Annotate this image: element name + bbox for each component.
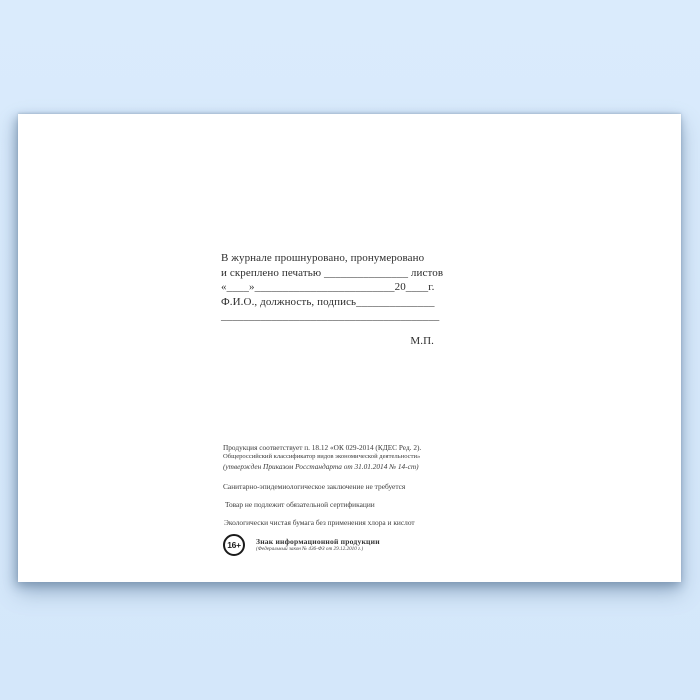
compliance-line-3: (утвержден Приказом Росстандарта от 31.01.2014 № 14-ст) [223, 461, 419, 471]
journal-back-page [18, 114, 681, 582]
lacing-line-1: В журнале прошнуровано, пронумеровано [221, 252, 425, 264]
certification-statement: Товар не подлежит обязательной сертификации [225, 500, 375, 510]
age-rating-row [223, 534, 473, 556]
info-sign-text [256, 537, 380, 553]
compliance-line-1: Продукция соответствует п. 18.12 «ОК 029-2014 (КДЕС Ред. 2). [223, 443, 422, 452]
info-sign-title: Знак информационной продукции [256, 537, 380, 547]
lacing-line-4-signature: Ф.И.О., должность, подпись______________ [221, 295, 435, 308]
lacing-stamp-block [221, 251, 444, 348]
compliance-line-2: Общероссийский классификатор видов экономической деятельности» [223, 453, 421, 461]
age-rating-16plus-icon: 16+ [223, 534, 245, 556]
eco-paper-statement: Экологически чистая бумага без применения хлора и кислот [224, 518, 415, 528]
compliance-info-block [223, 443, 473, 556]
seal-place-label: М.П. [410, 334, 434, 347]
info-sign-law-reference: (Федеральный закон № 436-ФЗ от 29.12.2010 г.) [256, 546, 364, 553]
lacing-line-5-blank: _______________________________________ [221, 310, 440, 322]
lacing-line-3-date: «____»_________________________20____г. [221, 281, 435, 293]
sanitary-statement: Санитарно-эпидемиологическое заключение не требуется [223, 482, 406, 492]
lacing-line-2: и скреплено печатью _______________ листов [221, 266, 444, 279]
